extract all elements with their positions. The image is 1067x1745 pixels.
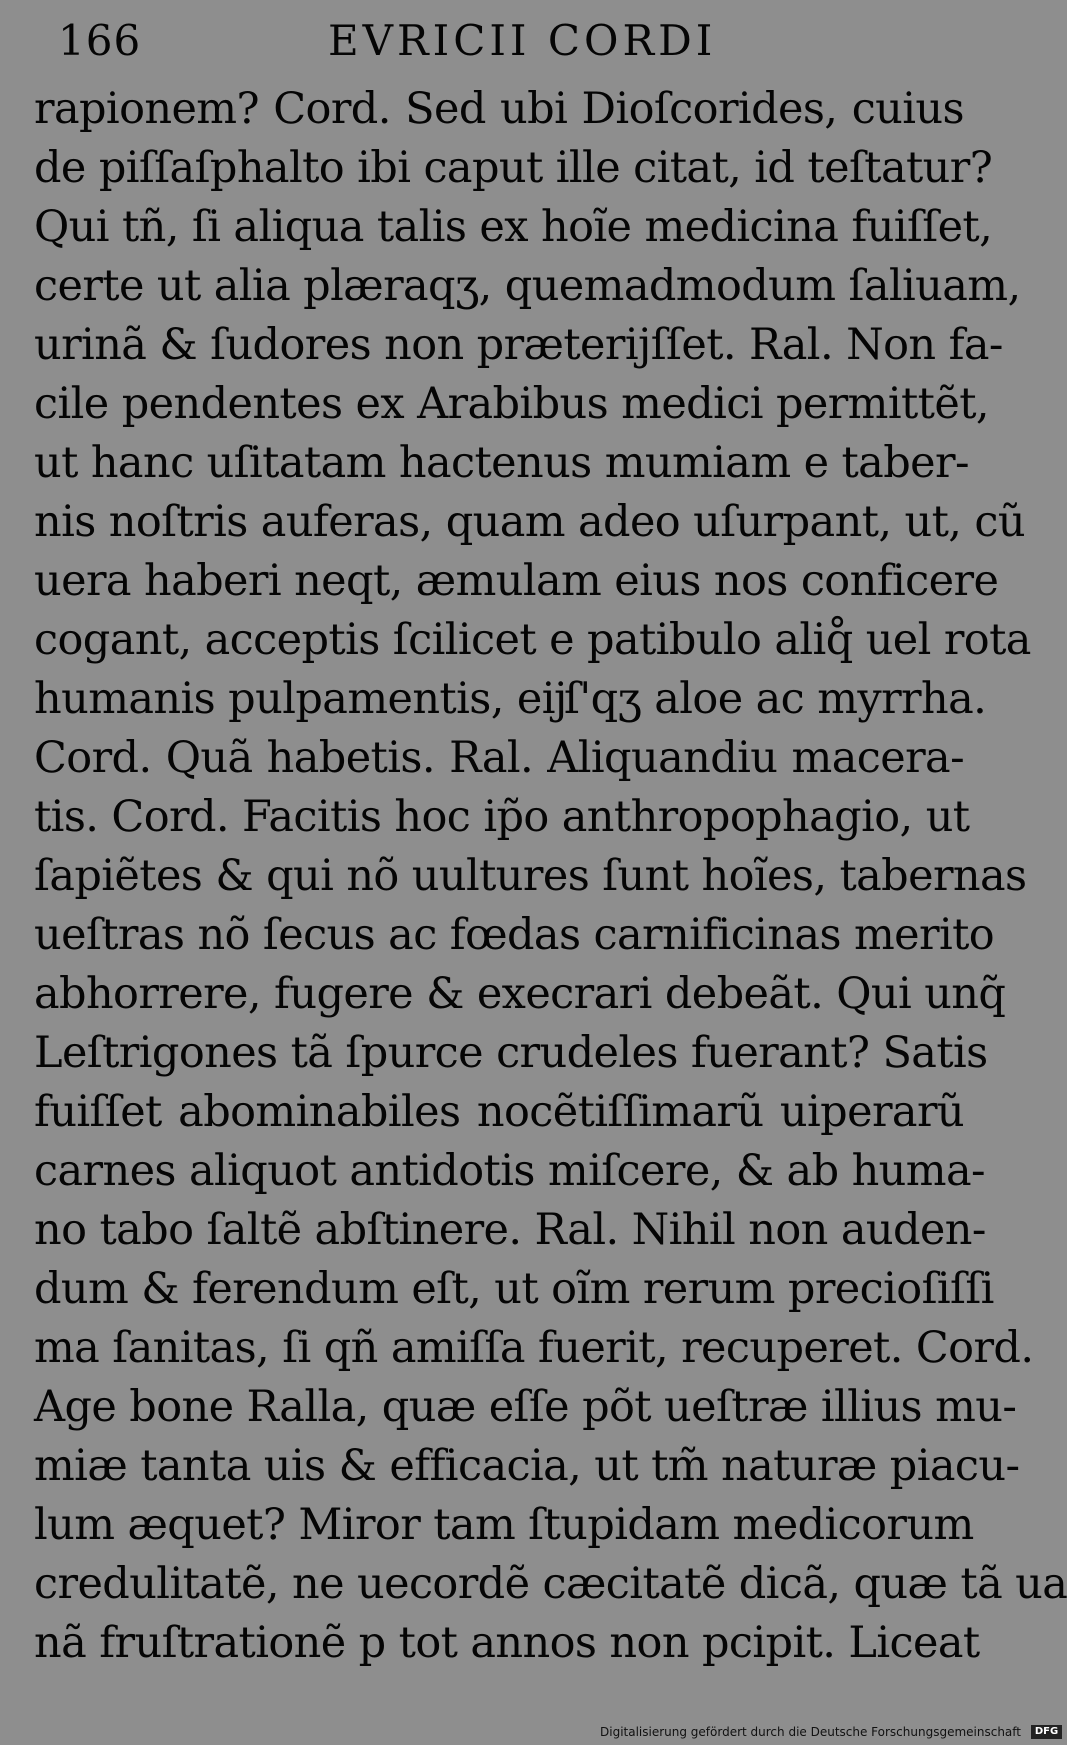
text-line: uera haberi neqt, æmulam eius nos conficere	[34, 556, 999, 606]
dfg-logo: DFG	[1031, 1725, 1062, 1739]
running-head: EVRICII CORDI	[328, 16, 717, 65]
text-line: urinã & ſudores non præterijſſet. Ral. Non fa-	[34, 320, 1003, 370]
text-line: tis. Cord. Facitis hoc ip̃o anthropophagio, ut	[34, 792, 970, 842]
text-line: Leſtrigones tã ſpurce crudeles fuerant? Satis	[34, 1028, 988, 1078]
text-line: cogant, acceptis ſcilicet e patibulo aliq̊ uel rota	[34, 615, 1031, 665]
text-line: rapionem? Cord. Sed ubi Dioſcorides, cuius	[34, 84, 964, 134]
text-line: dum & ferendum eſt, ut oĩm rerum precioſiſſi	[34, 1264, 994, 1314]
text-line: no tabo ſaltẽ abſtinere. Ral. Nihil non auden-	[34, 1205, 986, 1255]
text-line: certe ut alia plæraqʒ, quemadmodum ſaliuam,	[34, 261, 1021, 311]
text-line: credulitatẽ, ne uecordẽ cæcitatẽ dicã, quæ tã ua	[34, 1559, 1067, 1609]
text-line: Qui tñ, ſi aliqua talis ex hoĩe medicina fuiſſet,	[34, 202, 993, 252]
text-line: de piſſaſphalto ibi caput ille citat, id teſtatur?	[34, 143, 993, 193]
text-line: Cord. Quã habetis. Ral. Aliquandiu macera-	[34, 733, 964, 783]
text-line: miæ tanta uis & efficacia, ut tm̃ naturæ piacu-	[34, 1441, 1020, 1491]
text-line: ma ſanitas, ſi qñ amiſſa fuerit, recuperet. Cord.	[34, 1323, 1034, 1373]
text-line: nã fruſtrationẽ p tot annos non pcipit. Liceat	[34, 1618, 980, 1668]
digitization-credit	[600, 1724, 1059, 1740]
text-line: humanis pulpamentis, eĳſ'qʒ aloe ac myrrha.	[34, 674, 987, 724]
body-text	[34, 80, 1067, 1673]
text-line: fuiſſet abominabiles nocẽtiſſimarũ uiperarũ	[34, 1087, 964, 1137]
text-line: abhorrere, fugere & execrari debeãt. Qui unq̃	[34, 969, 1006, 1019]
text-line: nis noſtris auferas, quam adeo uſurpant, ut, cũ	[34, 497, 1025, 547]
text-line: ſapiẽtes & qui nõ uultures ſunt hoĩes, tabernas	[34, 851, 1027, 901]
credit-text: Digitalisierung gefördert durch die Deutsche Forschungsgemeinschaft	[600, 1724, 1022, 1739]
text-line: ut hanc uſitatam hactenus mumiam e taber-	[34, 438, 969, 488]
text-line: carnes aliquot antidotis miſcere, & ab huma-	[34, 1146, 985, 1196]
page-header	[58, 14, 758, 76]
text-line: lum æquet? Miror tam ſtupidam medicorum	[34, 1500, 974, 1550]
page-number: 166	[58, 16, 142, 65]
text-line: cile pendentes ex Arabibus medici permittẽt,	[34, 379, 989, 429]
text-line: Age bone Ralla, quæ eſſe põt ueſtræ illius mu-	[34, 1382, 1017, 1432]
text-line: ueſtras nõ ſecus ac fœdas carnificinas merito	[34, 910, 995, 960]
